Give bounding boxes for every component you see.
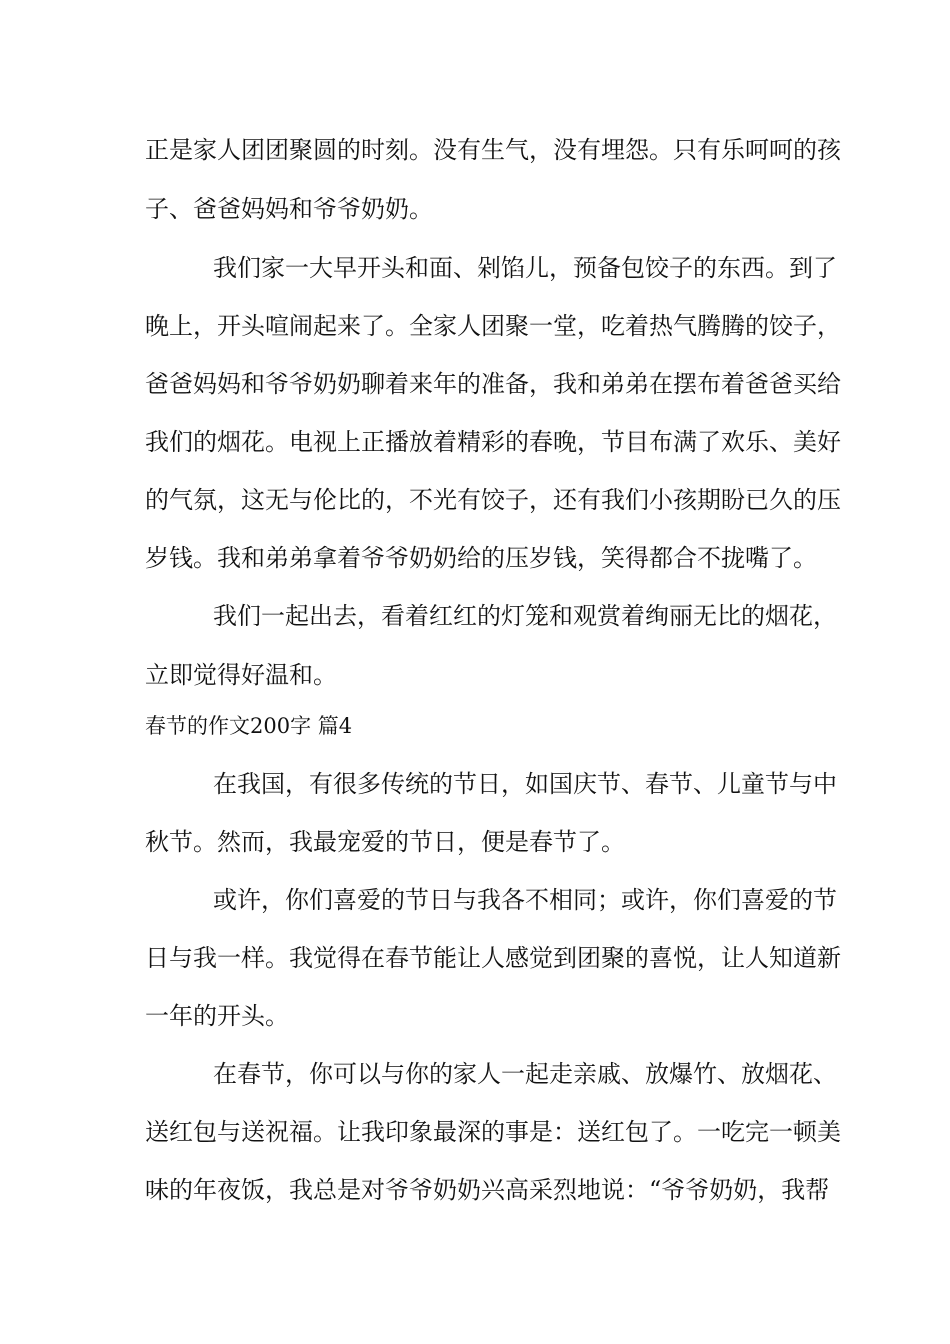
paragraph-start-line: 或许，你们喜爱的节日与我各不相同；或许，你们喜爱的节 <box>213 886 837 914</box>
text-line: 爸爸妈妈和爷爷奶奶聊着来年的准备，我和弟弟在摆布着爸爸买给 <box>145 370 841 398</box>
text-line: 岁钱。我和弟弟拿着爷爷奶奶给的压岁钱，笑得都合不拢嘴了。 <box>145 544 817 572</box>
text-line: 一年的开头。 <box>145 1002 289 1030</box>
text-line: 秋节。然而，我最宠爱的节日，便是春节了。 <box>145 828 625 856</box>
text-line: 味的年夜饭，我总是对爷爷奶奶兴高采烈地说：“爷爷奶奶，我帮 <box>145 1176 830 1204</box>
text-line: 立即觉得好温和。 <box>145 661 337 689</box>
paragraph-start-line: 我们一起出去，看着红红的灯笼和观赏着绚丽无比的烟花， <box>213 602 837 630</box>
paragraph-start-line: 我们家一大早开头和面、剁馅儿，预备包饺子的东西。到了 <box>213 254 837 282</box>
section-heading: 春节的作文200字 篇4 <box>145 714 353 738</box>
text-line: 正是家人团团聚圆的时刻。没有生气，没有埋怨。只有乐呵呵的孩 <box>145 136 841 164</box>
text-line: 我们的烟花。电视上正播放着精彩的春晚，节目布满了欢乐、美好 <box>145 428 841 456</box>
text-line: 的气氛，这无与伦比的，不光有饺子，还有我们小孩期盼已久的压 <box>145 486 841 514</box>
paragraph-start-line: 在我国，有很多传统的节日，如国庆节、春节、儿童节与中 <box>213 770 837 798</box>
text-line: 子、爸爸妈妈和爷爷奶奶。 <box>145 195 433 223</box>
text-line: 送红包与送祝福。让我印象最深的事是：送红包了。一吃完一顿美 <box>145 1118 841 1146</box>
text-line: 日与我一样。我觉得在春节能让人感觉到团聚的喜悦，让人知道新 <box>145 944 841 972</box>
text-line: 晚上，开头喧闹起来了。全家人团聚一堂，吃着热气腾腾的饺子， <box>145 312 841 340</box>
paragraph-start-line: 在春节，你可以与你的家人一起走亲戚、放爆竹、放烟花、 <box>213 1060 837 1088</box>
